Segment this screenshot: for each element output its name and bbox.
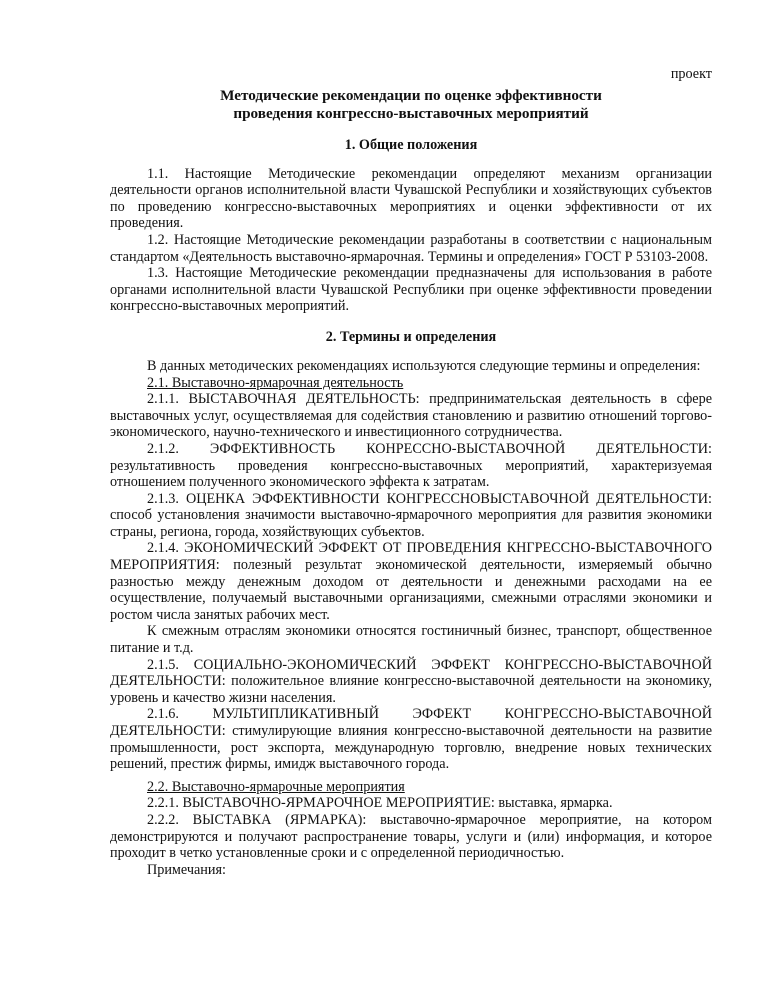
term-2-1-4: 2.1.4. ЭКОНОМИЧЕСКИЙ ЭФФЕКТ ОТ ПРОВЕДЕНИЯ КНГРЕССНО-ВЫСТАВОЧНОГО МЕРОПРИЯТИЯ: полезный результат экономической деятельности, измеряемый обычно разностью между денежным доходом от деятельности и денежными расходами на ее осуществление, получаемый выставочными организациями, смежными отраслями экономики и ростом числа занятых рабочих мест.	[110, 540, 712, 623]
notes-label: Примечания:	[147, 861, 226, 878]
section-2-intro: В данных методических рекомендациях используются следующие термины и определения:	[147, 357, 701, 374]
term-2-2-2: 2.2.2. ВЫСТАВКА (ЯРМАРКА): выставочно-ярмарочное мероприятие, на котором демонстрируются и получают распространение товары, услуги и (или) информация, и которое проходит в четко установленные сроки и с определенной периодичностью.	[110, 811, 712, 862]
document-title	[120, 87, 702, 123]
subsection-2-1	[110, 375, 712, 392]
term-2-1-3: 2.1.3. ОЦЕНКА ЭФФЕКТИВНОСТИ КОНГРЕССНОВЫСТАВОЧНОЙ ДЕЯТЕЛЬНОСТИ: способ установления значимости выставочно-ярмарочного мероприятия для развития экономики страны, региона, города, хозяйствующих субъектов.	[110, 490, 712, 540]
term-2-1-2: 2.1.2. ЭФФЕКТИВНОСТЬ КОНРЕССНО-ВЫСТАВОЧНОЙ ДЕЯТЕЛЬНОСТИ: результативность проведения конгрессно-выставочных мероприятий, характеризуемая отношением полученного экономического эффекта к затратам.	[110, 440, 712, 491]
subsection-2-1-title: 2.1. Выставочно-ярмарочная деятельность	[147, 374, 404, 391]
title-line-1: Методические рекомендации по оценке эффективности	[220, 86, 602, 104]
term-2-1-1: 2.1.1. ВЫСТАВОЧНАЯ ДЕЯТЕЛЬНОСТЬ: предпринимательская деятельность в сфере выставочных услуг, осуществляемая для содействия становлению и развитию отношений торгово-экономического, научно-технического и инвестиционного сотрудничества.	[110, 391, 712, 441]
section-2-heading: 2. Термины и определения	[325, 328, 497, 345]
term-2-2-1: 2.2.1. ВЫСТАВОЧНО-ЯРМАРОЧНОЕ МЕРОПРИЯТИЕ: выставка, ярмарка.	[147, 795, 613, 812]
subsection-2-2-title: 2.2. Выставочно-ярмарочные мероприятия	[147, 778, 405, 795]
term-2-1-5: 2.1.5. СОЦИАЛЬНО-ЭКОНОМИЧЕСКИЙ ЭФФЕКТ КОНГРЕССНО-ВЫСТАВОЧНОЙ ДЕЯТЕЛЬНОСТИ: положительное влияние конгрессно-выставочной деятельности на экономику, уровень и качество жизни населения.	[110, 656, 712, 706]
term-2-1-6: 2.1.6. МУЛЬТИПЛИКАТИВНЫЙ ЭФФЕКТ КОНГРЕССНО-ВЫСТАВОЧНОЙ ДЕЯТЕЛЬНОСТИ: стимулирующие влияния конгрессно-выставочной деятельности на развитие промышленности, рост экспорта, международную торговлю, внедрение новых технических решений, престиж фирмы, имидж выставочного города.	[110, 706, 712, 773]
paragraph-1-3: 1.3. Настоящие Методические рекомендации предназначены для использования в работе органами исполнительной власти Чувашской Республики при оценке эффективности проведении конгрессно-выставочных мероприятий.	[110, 265, 712, 315]
title-line-2: проведения конгрессно-выставочных мероприятий	[233, 104, 589, 122]
paragraph-1-1: 1.1. Настоящие Методические рекомендации определяют механизм организации деятельности органов исполнительной власти Чувашской Республики и хозяйствующих субъектов по проведению конгрессно-выставочных мероприятиях и оценки эффективности от их проведения.	[110, 165, 712, 232]
section-1-heading: 1. Общие положения	[344, 136, 478, 153]
draft-stamp: проект	[670, 66, 712, 82]
term-2-1-4-note: К смежным отраслям экономики относятся гостиничный бизнес, транспорт, общественное питание и т.д.	[110, 623, 712, 657]
paragraph-1-2: 1.2. Настоящие Методические рекомендации разработаны в соответствии с национальным стандартом «Деятельность выставочно-ярмарочная. Термины и определения» ГОСТ Р 53103-2008.	[110, 231, 712, 265]
subsection-2-2	[110, 779, 712, 796]
